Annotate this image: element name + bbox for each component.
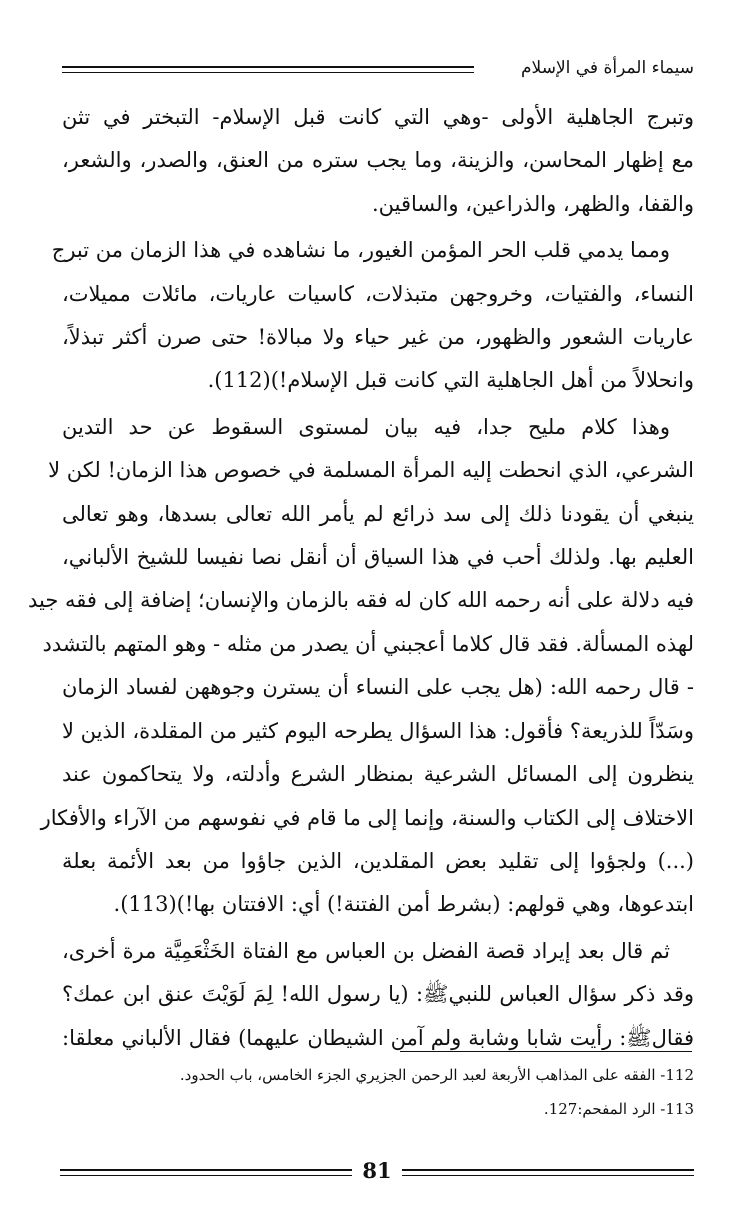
text-line: ثم قال بعد إيراد قصة الفضل بن العباس مع الفتاة الخَثْعَمِيَّة مرة أخرى، <box>62 938 670 963</box>
paragraph <box>27 406 694 927</box>
header-title: سيماء المرأة في الإسلام <box>521 58 694 78</box>
page-footer <box>60 1157 694 1187</box>
text-line: وانحلالاً من أهل الجاهلية التي كانت قبل الإسلام!)(112). <box>207 368 694 393</box>
text-line: لهذه المسألة. فقد قال كلاما أعجبني أن يصدر من مثله - وهو المتهم بالتشدد <box>42 631 694 656</box>
footnotes <box>62 1058 694 1126</box>
paragraph <box>62 96 694 226</box>
text-line: - قال رحمه الله: (هل يجب على النساء أن يسترن وجوههن لفساد الزمان <box>62 675 694 700</box>
running-header <box>62 56 694 86</box>
text-line: فيه دلالة على أنه رحمه الله كان له فقه بالزمان والإنسان؛ إضافة إلى فقه جيد <box>27 588 694 613</box>
text-line: عاريات الشعور والظهور، من غير حياء ولا مبالاة! حتى صرن أكثر تبذلاً، <box>62 325 694 350</box>
text-line: العليم بها. ولذلك أحب في هذا السياق أن أنقل نصا نفيسا للشيخ الألباني، <box>62 545 694 570</box>
text-line: ينبغي أن يقودنا ذلك إلى سد ذرائع لم يأمر الله تعالى بسدها، وهو تعالى <box>62 501 694 526</box>
text-line: (...) ولجؤوا إلى تقليد بعض المقلدين، الذين جاؤوا من بعد الأئمة بعلة <box>62 848 694 873</box>
paragraph <box>62 930 694 1060</box>
text-line: مع إظهار المحاسن، والزينة، وما يجب ستره من العنق، والصدر، والشعر، <box>62 148 694 173</box>
page-number: 81 <box>362 1158 392 1183</box>
text-line: وسَدّاً للذريعة؟ فأقول: هذا السؤال يطرحه اليوم كثير من المقلدة، الذين لا <box>61 718 694 743</box>
paragraph <box>51 229 694 403</box>
text-line: الاختلاف إلى الكتاب والسنة، وإنما إلى ما قام في نفوسهم من الآراء والأفكار <box>40 805 694 830</box>
footnote-rule <box>400 1051 692 1052</box>
text-line: ينظرون إلى المسائل الشرعية بمنظار الشرع وأدلته، ولا يتحاكمون عند <box>62 762 694 787</box>
text-line: فقالﷺ: رأيت شابا وشابة ولم آمن الشيطان عليهما) فقال الألباني معلقا: <box>62 1025 694 1050</box>
text-line: وتبرج الجاهلية الأولى -وهي التي كانت قبل الإسلام- التبختر في تثن <box>62 105 694 129</box>
text-line: ومما يدمي قلب الحر المؤمن الغيور، ما نشاهده في هذا الزمان من تبرج <box>51 238 670 263</box>
footer-rule <box>60 1169 352 1176</box>
body-text <box>27 96 694 1063</box>
text-line: الشرعي، الذي انحطت إليه المرأة المسلمة في خصوص هذا الزمان! لكن لا <box>48 458 694 483</box>
footer-rule <box>402 1169 694 1176</box>
footnote-112: 112- الفقه على المذاهب الأربعة لعبد الرحمن الجزيري الجزء الخامس، باب الحدود. <box>179 1066 694 1084</box>
text-line: وقد ذكر سؤال العباس للنبيﷺ: (يا رسول الله! لِمَ لَوَيْتَ عنق ابن عمك؟ <box>62 982 694 1007</box>
text-line: وهذا كلام مليح جدا، فيه بيان لمستوى السقوط عن حد التدين <box>62 414 670 439</box>
footnote-113: 113- الرد المفحم:127. <box>543 1100 694 1118</box>
text-line: والقفا، والظهر، والذراعين، والساقين. <box>371 191 694 216</box>
text-line: ابتدعوها، وهي قولهم: (بشرط أمن الفتنة!) أي: الافتتان بها!)(113). <box>113 892 694 917</box>
header-rule <box>62 66 474 73</box>
text-line: النساء، والفتيات، وخروجهن متبذلات، كاسيات عاريات، مائلات مميلات، <box>62 281 694 306</box>
